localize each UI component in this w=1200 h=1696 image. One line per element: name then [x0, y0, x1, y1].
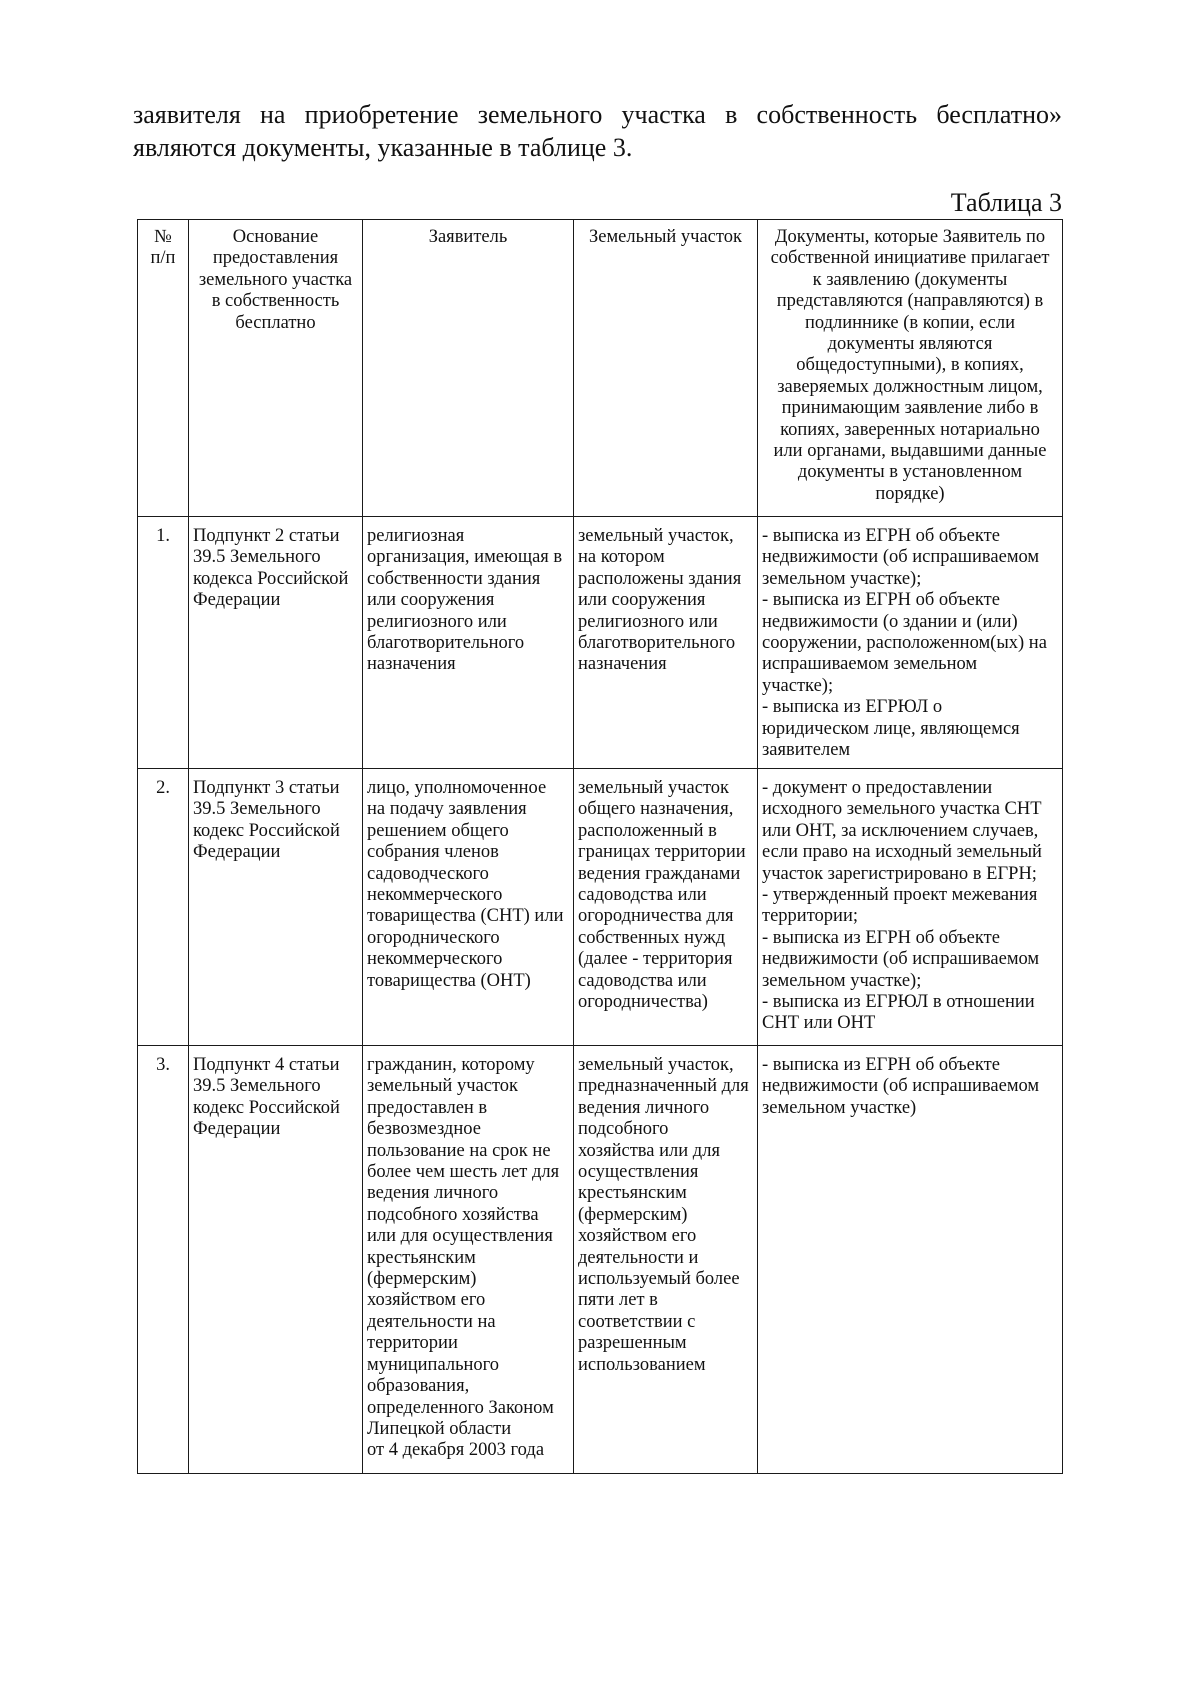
row-1-applicant: религиозная организация, имеющая в собственности здания или сооружения религиозного или благотворительного назначения: [363, 517, 574, 769]
intro-line-2: являются документы, указанные в таблице 3.: [133, 133, 633, 162]
row-3-documents: - выписка из ЕГРН об объекте недвижимости (об испрашиваемом земельном участке): [758, 1046, 1063, 1474]
header-cell-number: № п/п: [138, 220, 189, 517]
header-cell-land-plot: Земельный участок: [574, 220, 758, 517]
documents-table: [137, 219, 1063, 1474]
row-3-number: 3.: [138, 1046, 189, 1474]
row-2-land-plot: земельный участок общего назначения, расположенный в границах территории ведения гражданами садоводства или огородничества для собственных нужд (далее - территория садоводства или огородничества): [574, 769, 758, 1046]
intro-line-1: заявителя на приобретение земельного участка в собственность бесплатно»: [133, 100, 1062, 129]
row-3-applicant: гражданин, которому земельный участок предоставлен в безвозмездное пользование на срок не более чем шесть лет для ведения личного подсобного хозяйства или для осуществления крестьянским (фермерским) хозяйством его деятельности на территории муниципального образования, определенного Законом Липецкой области от 4 декабря 2003 года: [363, 1046, 574, 1474]
header-cell-basis: Основание предоставления земельного участка в собственность бесплатно: [189, 220, 363, 517]
row-1-basis: Подпункт 2 статьи 39.5 Земельного кодекса Российской Федерации: [189, 517, 363, 769]
row-1-land-plot: земельный участок, на котором расположены здания или сооружения религиозного или благотворительного назначения: [574, 517, 758, 769]
row-2-basis: Подпункт 3 статьи 39.5 Земельного кодекс Российской Федерации: [189, 769, 363, 1046]
row-2-applicant: лицо, уполномоченное на подачу заявления решением общего собрания членов садоводческого некоммерческого товарищества (СНТ) или огороднического некоммерческого товарищества (ОНТ): [363, 769, 574, 1046]
header-cell-documents: Документы, которые Заявитель по собственной инициативе прилагает к заявлению (документы представляются (направляются) в подлиннике (в копии, если документы являются общедоступными), в копиях, заверяемых должностным лицом, принимающим заявление либо в копиях, заверенных нотариально или органами, выдавшими данные документы в установленном порядке): [758, 220, 1063, 517]
header-cell-applicant: Заявитель: [363, 220, 574, 517]
row-2-number: 2.: [138, 769, 189, 1046]
table-caption: Таблица 3: [950, 188, 1062, 217]
row-2-documents: - документ о предоставлении исходного земельного участка СНТ или ОНТ, за исключением случаев, если право на исходный земельный участок зарегистрировано в ЕГРН; - утвержденный проект межевания территории; - выписка из ЕГРН об объекте недвижимости (об испрашиваемом земельном участке); - выписка из ЕГРЮЛ в отношении СНТ или ОНТ: [758, 769, 1063, 1046]
intro-paragraph: [133, 98, 1062, 164]
row-3-basis: Подпункт 4 статьи 39.5 Земельного кодекс Российской Федерации: [189, 1046, 363, 1474]
row-3-land-plot: земельный участок, предназначенный для ведения личного подсобного хозяйства или для осуществления крестьянским (фермерским) хозяйством его деятельности и используемый более пяти лет в соответствии с разрешенным использованием: [574, 1046, 758, 1474]
row-1-documents: - выписка из ЕГРН об объекте недвижимости (об испрашиваемом земельном участке); - выписка из ЕГРН об объекте недвижимости (о здании и (или) сооружении, расположенном(ых) на испрашиваемом земельном участке); - выписка из ЕГРЮЛ о юридическом лице, являющемся заявителем: [758, 517, 1063, 769]
row-1-number: 1.: [138, 517, 189, 769]
